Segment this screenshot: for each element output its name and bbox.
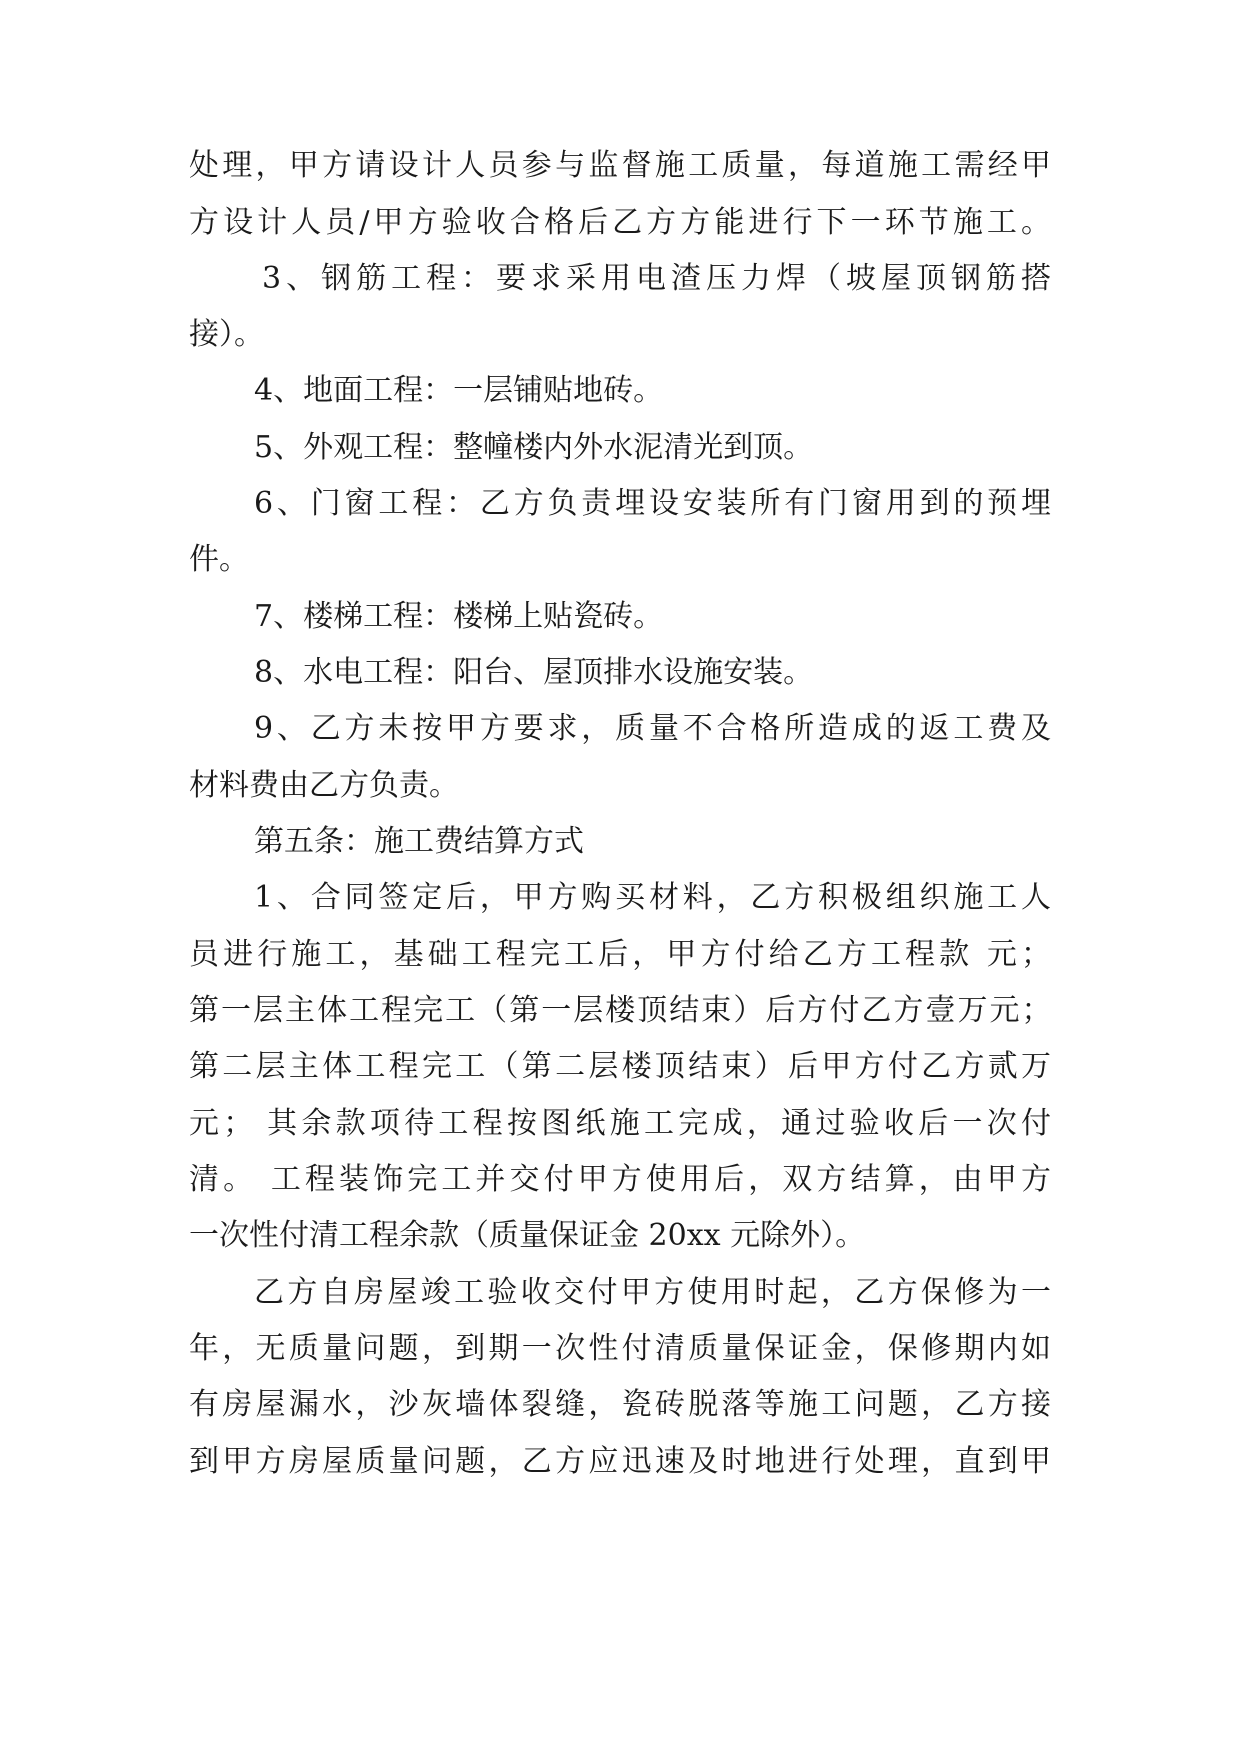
warranty-line: 乙方自房屋竣工验收交付甲方使用时起，乙方保修为一 [254,1275,1051,1310]
payment-line: 第二层主体工程完工（第二层楼顶结束）后甲方付乙方贰万 [189,1049,1051,1084]
payment-line: 清。 工程装饰完工并交付甲方使用后，双方结算，由甲方 [189,1162,1051,1197]
clause-9-line: 9、乙方未按甲方要求，质量不合格所造成的返工费及 [254,711,1051,746]
payment-line: 1、合同签定后，甲方购买材料，乙方积极组织施工人 [254,880,1051,915]
payment-line: 第一层主体工程完工（第一层楼顶结束）后方付乙方壹万元； [189,993,1051,1028]
clause-4-line: 4、地面工程：一层铺贴地砖。 [254,373,664,408]
payment-line: 一次性付清工程余款（质量保证金 20xx 元除外）。 [189,1218,866,1253]
payment-line: 员进行施工，基础工程完工后，甲方付给乙方工程款 元； [189,937,1051,972]
clause-3-continuation: 接）。 [189,317,264,352]
clause-6-continuation: 件。 [189,542,249,577]
warranty-line: 有房屋漏水，沙灰墙体裂缝，瓷砖脱落等施工问题，乙方接 [189,1387,1051,1422]
clause-6-line: 6、门窗工程：乙方负责埋设安装所有门窗用到的预埋 [254,486,1051,521]
article-5-heading: 第五条：施工费结算方式 [254,824,584,859]
payment-line: 元； 其余款项待工程按图纸施工完成，通过验收后一次付 [189,1106,1051,1141]
warranty-line: 年，无质量问题，到期一次性付清质量保证金，保修期内如 [189,1331,1051,1366]
body-line: 方设计人员/甲方验收合格后乙方方能进行下一环节施工。 [189,205,1051,240]
clause-7-line: 7、楼梯工程：楼梯上贴瓷砖。 [254,599,664,634]
clause-8-line: 8、水电工程：阳台、屋顶排水设施安装。 [254,655,814,690]
clause-5-line: 5、外观工程：整幢楼内外水泥清光到顶。 [254,430,814,465]
clause-3-line: 3、钢筋工程：要求采用电渣压力焊（坡屋顶钢筋搭 [262,261,1051,296]
body-line: 处理，甲方请设计人员参与监督施工质量，每道施工需经甲 [189,148,1051,183]
warranty-line: 到甲方房屋质量问题，乙方应迅速及时地进行处理，直到甲 [189,1444,1051,1479]
clause-9-continuation: 材料费由乙方负责。 [189,768,459,803]
